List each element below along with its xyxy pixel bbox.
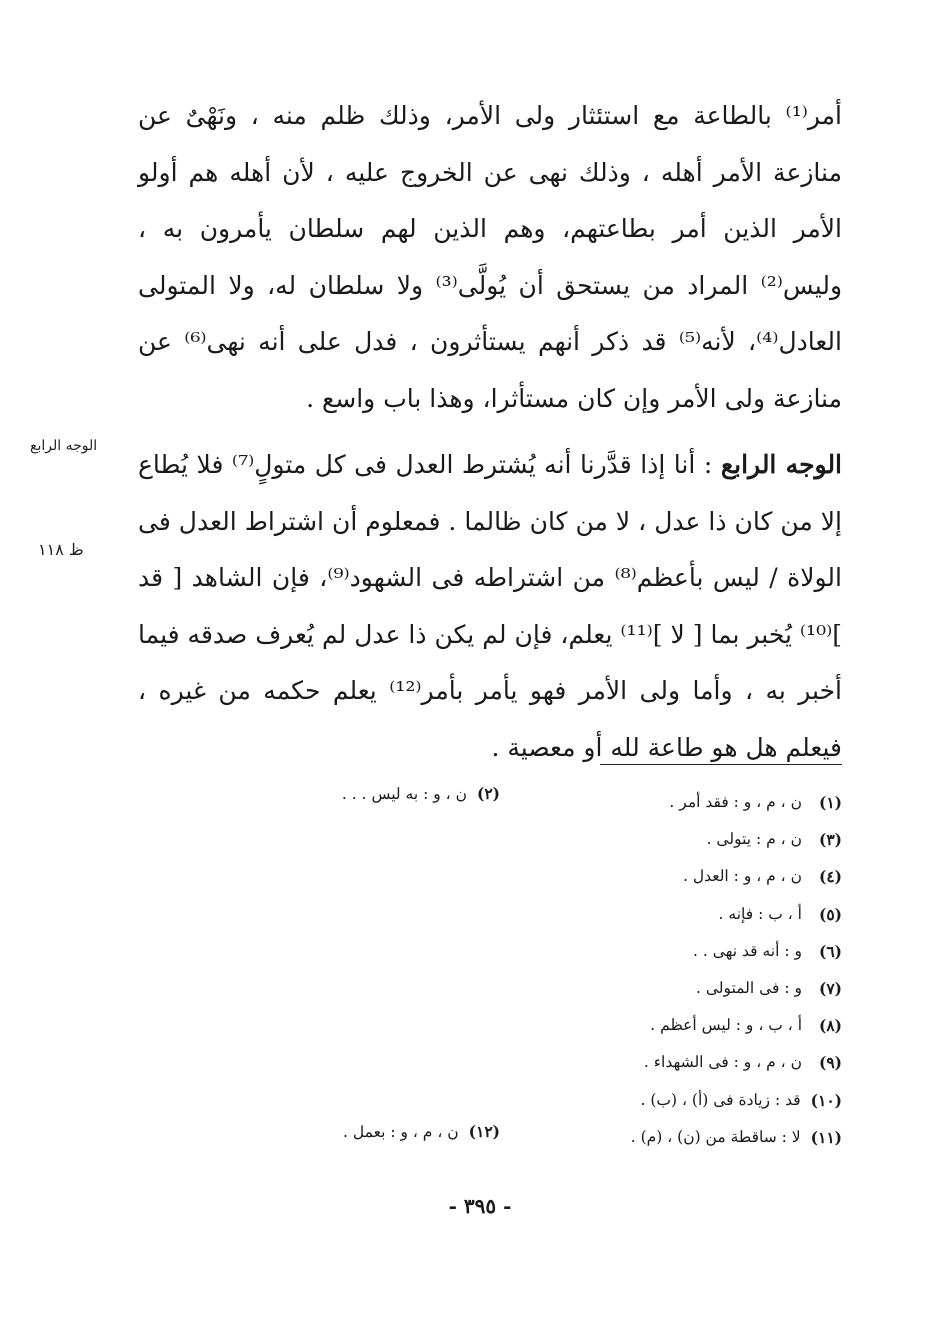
paragraph-2 [138, 437, 842, 776]
footnote: (١١) لا : ساقطة من (ن) ، (م) . [630, 1127, 842, 1147]
footnote: (٨) أ ، ب ، و : ليس أعظم . [650, 1016, 842, 1036]
paragraph-2-body: : أنا إذا قدَّرنا أنه يُشترط العدل فى كل متولٍ⁽⁷⁾ فلا يُطاع إلا من كان ذا عدل ، لا من كان ظالما . فمعلوم أن اشتراط العدل فى الولاة / ليس بأعظم⁽⁸⁾ من اشتراطه فى الشهود⁽⁹⁾، فإن الشاهد [ قد ]⁽¹⁰⁾ يُخبر بما [ لا ]⁽¹¹⁾ يعلم، فإن لم يكن ذا عدل لم يُعرف صدقه فيما أخبر به ، وأما ولى الأمر فهو يأمر بأمر⁽¹²⁾ يعلم حكمه من غيره ، فيعلم هل هو طاعة لله أو معصية . [138, 450, 842, 762]
footnote-left: (١٢)ن ، م ، و : بعمل . [343, 1122, 500, 1141]
main-text [138, 88, 842, 776]
footnote: (٥) أ ، ب : فإنه . [718, 904, 842, 924]
footnote: (٩) ن ، م ، و : فى الشهداء . [643, 1053, 842, 1073]
section-heading: الوجه الرابع [720, 450, 843, 479]
footnote-rule [600, 764, 842, 765]
footnote-left: (٢)ن ، و : به ليس . . . [341, 784, 500, 803]
paragraph-1: أمر⁽¹⁾ بالطاعة مع استئثار ولى الأمر، وذلك ظلم منه ، ونَهْىٌ عن منازعة الأمر أهله ، وذلك نهى عن الخروج عليه ، لأن أهله هم أولو الأمر الذين أمر بطاعتهم، وهم الذين لهم سلطان يأمرون به ، وليس⁽²⁾ المراد من يستحق أن يُولَّى⁽³⁾ ولا سلطان له، ولا المتولى العادل⁽⁴⁾، لأنه⁽⁵⁾ قد ذكر أنهم يستأثرون ، فدل على أنه نهى⁽⁶⁾ عن منازعة ولى الأمر وإن كان مستأثرا، وهذا باب واسع . [138, 101, 843, 413]
footnote: (٦) و : أنه قد نهى . . [693, 941, 842, 961]
page-number: - ٣٩٥ - [448, 1194, 512, 1218]
footnote: (١) ن ، م ، و : فقد أمر . [669, 793, 842, 812]
footnote: (٧) و : فى المتولى . [696, 979, 842, 999]
margin-section-label: الوجه الرابع [30, 438, 98, 454]
footnotes-right-column [460, 784, 842, 1156]
footnote: (٤) ن ، م ، و : العدل . [682, 867, 842, 887]
footnote: (١٠) قد : زيادة فى (أ) ، (ب) . [640, 1090, 842, 1110]
margin-folio-marker: ظ ١١٨ [38, 540, 84, 559]
footnote: (٣) ن ، م : يتولى . [706, 830, 842, 850]
